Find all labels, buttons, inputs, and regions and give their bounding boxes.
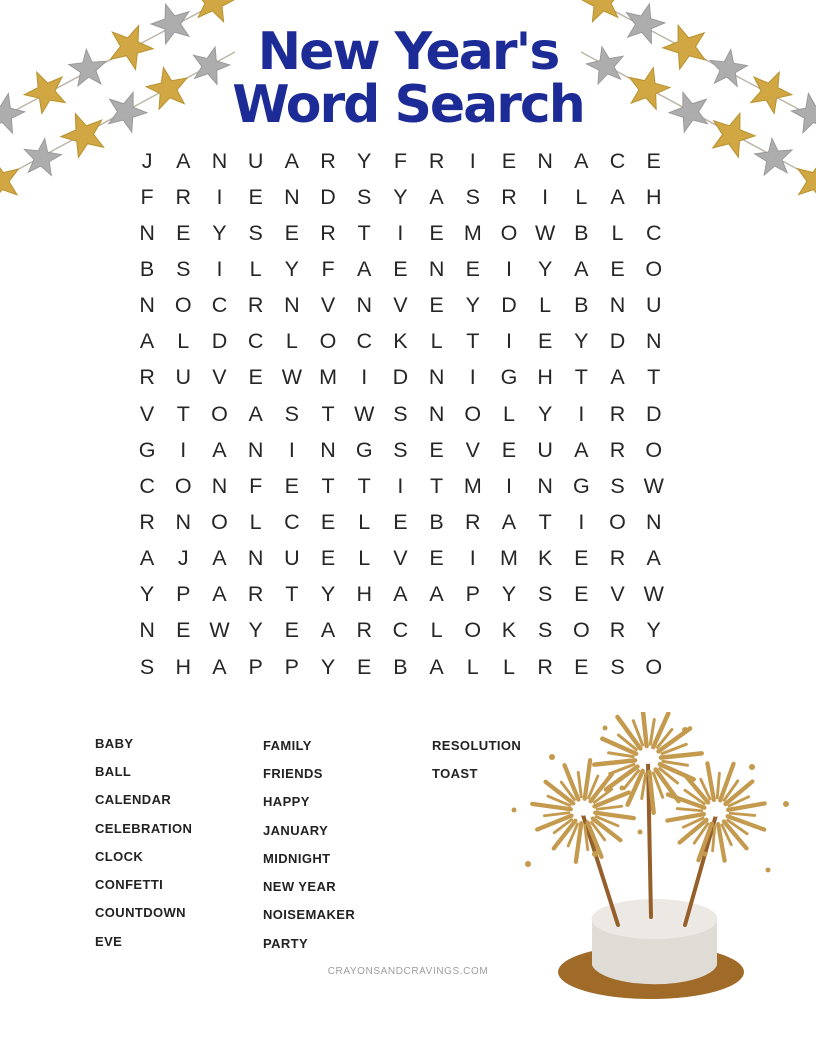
grid-letter: U xyxy=(175,365,192,390)
word-list-item: PARTY xyxy=(263,935,309,951)
grid-letter: I xyxy=(505,329,512,354)
grid-letter: A xyxy=(574,148,589,173)
grid-letter: Y xyxy=(501,582,517,607)
grid-letter: S xyxy=(537,582,553,607)
grid-letter: R xyxy=(139,365,155,390)
grid-letter: N xyxy=(247,437,264,462)
grid-letter: H xyxy=(537,365,553,390)
grid-letter: E xyxy=(501,437,517,462)
page-title xyxy=(0,22,816,135)
grid-letter: E xyxy=(320,546,336,571)
grid-letter: K xyxy=(537,546,553,571)
grid-letter: A xyxy=(574,256,589,281)
grid-letter: F xyxy=(249,473,263,498)
grid-letter: N xyxy=(247,546,264,571)
grid-letter: N xyxy=(139,293,155,318)
grid-letter: Y xyxy=(357,148,372,173)
grid-letter: N xyxy=(284,184,300,209)
grid-letter: E xyxy=(501,148,517,173)
grid-letter: L xyxy=(430,329,443,354)
grid-letter: I xyxy=(180,437,187,462)
grid-letter: N xyxy=(139,220,155,245)
grid-letter: R xyxy=(428,148,445,173)
grid-letter: R xyxy=(175,184,192,209)
word-list-item: FAMILY xyxy=(263,737,312,753)
grid-letter: O xyxy=(645,256,663,281)
grid-letter: G xyxy=(572,473,590,498)
grid-letter: L xyxy=(575,184,588,209)
word-list-item: HAPPY xyxy=(263,794,310,810)
grid-letter: O xyxy=(609,509,626,534)
grid-letter: D xyxy=(320,184,336,209)
grid-letter: W xyxy=(209,618,230,643)
grid-letter: O xyxy=(464,401,482,426)
grid-letter: W xyxy=(643,473,664,498)
grid-letter: W xyxy=(354,401,375,426)
grid-letter: I xyxy=(505,473,512,498)
grid-letter: A xyxy=(212,437,227,462)
grid-letter: Y xyxy=(393,184,408,209)
grid-letter: I xyxy=(469,148,476,173)
grid-letter: O xyxy=(645,654,663,679)
grid-letter: E xyxy=(574,582,589,607)
word-list-item: BABY xyxy=(95,735,134,751)
grid-letter: A xyxy=(610,365,625,390)
grid-letter: V xyxy=(465,437,480,462)
grid-letter: V xyxy=(393,546,408,571)
word-list-item: NEW YEAR xyxy=(263,879,337,895)
grid-letter: S xyxy=(357,184,372,209)
grid-letter: B xyxy=(393,654,408,679)
grid-letter: I xyxy=(397,220,404,245)
star-icon xyxy=(753,136,794,176)
grid-letter: L xyxy=(285,329,298,354)
grid-letter: I xyxy=(216,256,223,281)
grid-letter: N xyxy=(356,293,372,318)
grid-letter: Y xyxy=(465,293,480,318)
grid-letter: S xyxy=(610,473,625,498)
grid-letter: T xyxy=(574,365,588,390)
grid-letter: O xyxy=(174,293,192,318)
grid-letter: C xyxy=(211,293,228,318)
grid-letter: L xyxy=(358,509,371,534)
grid-letter: Y xyxy=(320,582,336,607)
grid-letter: C xyxy=(609,148,626,173)
grid-letter: E xyxy=(537,329,553,354)
grid-letter: L xyxy=(430,618,443,643)
grid-letter: A xyxy=(393,582,408,607)
grid-letter: S xyxy=(393,401,408,426)
word-search-grid xyxy=(129,143,672,685)
grid-letter: A xyxy=(357,256,372,281)
grid-letter: C xyxy=(392,618,409,643)
grid-letter: S xyxy=(610,654,625,679)
grid-letter: R xyxy=(320,148,336,173)
grid-letter: A xyxy=(212,546,227,571)
grid-letter: S xyxy=(465,184,480,209)
grid-letter: A xyxy=(429,582,444,607)
grid-letter: C xyxy=(645,220,662,245)
grid-letter: I xyxy=(505,256,512,281)
grid-letter: Y xyxy=(212,220,227,245)
grid-letter: L xyxy=(502,401,515,426)
grid-letter: Y xyxy=(574,329,589,354)
title-line-1: New Year's xyxy=(257,22,559,82)
word-list-item: CLOCK xyxy=(95,848,144,864)
grid-letter: R xyxy=(609,401,626,426)
grid-letter: I xyxy=(288,437,295,462)
grid-letter: C xyxy=(139,473,155,498)
grid-letter: N xyxy=(428,365,445,390)
grid-letter: N xyxy=(211,148,228,173)
grid-letter: V xyxy=(393,293,408,318)
grid-letter: H xyxy=(356,582,372,607)
grid-letter: B xyxy=(574,220,589,245)
grid-letter: C xyxy=(284,509,300,534)
grid-letter: E xyxy=(176,618,191,643)
grid-letter: D xyxy=(211,329,228,354)
grid-letter: Y xyxy=(139,582,155,607)
grid-letter: I xyxy=(578,401,585,426)
word-list-item: RESOLUTION xyxy=(432,737,522,753)
grid-letter: P xyxy=(248,654,263,679)
grid-letter: D xyxy=(501,293,517,318)
grid-letter: A xyxy=(212,654,227,679)
grid-letter: L xyxy=(358,546,371,571)
grid-letter: U xyxy=(284,546,300,571)
grid-letter: S xyxy=(537,618,553,643)
grid-letter: M xyxy=(319,365,337,390)
grid-letter: F xyxy=(140,184,154,209)
grid-letter: B xyxy=(429,509,444,534)
grid-letter: V xyxy=(212,365,227,390)
grid-letter: Y xyxy=(537,256,553,281)
grid-letter: A xyxy=(284,148,300,173)
title-line-2: Word Search xyxy=(232,75,584,135)
grid-letter: A xyxy=(248,401,263,426)
grid-letter: P xyxy=(176,582,191,607)
grid-letter: E xyxy=(465,256,480,281)
grid-letter: R xyxy=(139,509,155,534)
word-list-item: FRIENDS xyxy=(263,765,323,781)
star-icon xyxy=(190,0,238,23)
grid-letter: N xyxy=(537,148,553,173)
word-list-column-3 xyxy=(432,731,521,788)
grid-letter: L xyxy=(466,654,479,679)
grid-letter: O xyxy=(319,329,337,354)
grid-letter: A xyxy=(429,654,444,679)
grid-letter: R xyxy=(501,184,517,209)
grid-letter: O xyxy=(500,220,518,245)
grid-letter: H xyxy=(645,184,662,209)
grid-letter: T xyxy=(466,329,480,354)
grid-letter: I xyxy=(216,184,223,209)
grid-letter: R xyxy=(247,582,264,607)
grid-letter: B xyxy=(574,293,589,318)
grid-letter: E xyxy=(429,437,444,462)
grid-letter: S xyxy=(139,654,155,679)
grid-letter: K xyxy=(393,329,408,354)
grid-letter: R xyxy=(320,220,336,245)
grid-letter: R xyxy=(609,618,626,643)
grid-letter: T xyxy=(321,473,335,498)
grid-letter: Y xyxy=(537,401,553,426)
grid-letter: N xyxy=(609,293,626,318)
grid-letter: G xyxy=(500,365,518,390)
grid-letter: J xyxy=(177,546,189,571)
grid-letter: N xyxy=(175,509,192,534)
word-list-item: CALENDAR xyxy=(95,792,172,808)
grid-letter: L xyxy=(539,293,552,318)
word-list-column-1 xyxy=(95,729,192,955)
grid-letter: V xyxy=(139,401,155,426)
star-icon xyxy=(578,0,626,23)
grid-letter: E xyxy=(176,220,191,245)
grid-letter: A xyxy=(610,184,625,209)
grid-letter: W xyxy=(281,365,302,390)
grid-letter: F xyxy=(321,256,335,281)
grid-letter: T xyxy=(357,220,371,245)
grid-letter: D xyxy=(609,329,626,354)
grid-letter: F xyxy=(393,148,407,173)
grid-letter: L xyxy=(611,220,624,245)
grid-letter: N xyxy=(428,256,445,281)
grid-letter: A xyxy=(212,582,227,607)
grid-letter: O xyxy=(174,473,192,498)
grid-letter: I xyxy=(542,184,549,209)
grid-letter: N xyxy=(537,473,553,498)
star-icon xyxy=(21,136,63,177)
grid-letter: A xyxy=(139,546,155,571)
grid-letter: I xyxy=(578,509,585,534)
grid-letter: E xyxy=(574,654,589,679)
grid-letter: W xyxy=(535,220,556,245)
grid-letter: R xyxy=(609,437,626,462)
grid-letter: D xyxy=(392,365,409,390)
grid-letter: Y xyxy=(646,618,661,643)
grid-letter: O xyxy=(211,401,228,426)
grid-letter: M xyxy=(463,220,482,245)
grid-letter: S xyxy=(284,401,300,426)
grid-letter: T xyxy=(176,401,190,426)
grid-letter: Y xyxy=(284,256,300,281)
word-list-item: NOISEMAKER xyxy=(263,907,356,923)
grid-letter: L xyxy=(249,256,262,281)
sparkler-bursts xyxy=(525,712,782,878)
grid-letter: T xyxy=(430,473,444,498)
grid-letter: N xyxy=(320,437,336,462)
grid-letter: V xyxy=(610,582,625,607)
word-list-item: COUNTDOWN xyxy=(95,905,186,921)
grid-letter: I xyxy=(361,365,368,390)
grid-letter: T xyxy=(647,365,661,390)
grid-letter: N xyxy=(284,293,300,318)
grid-letter: L xyxy=(249,509,262,534)
grid-letter: L xyxy=(502,654,515,679)
grid-letter: Y xyxy=(248,618,263,643)
grid-letter: K xyxy=(501,618,517,643)
grid-letter: E xyxy=(610,256,625,281)
grid-letter: U xyxy=(537,437,553,462)
grid-letter: U xyxy=(645,293,662,318)
grid-letter: A xyxy=(139,329,155,354)
grid-letter: S xyxy=(393,437,408,462)
grid-letter: D xyxy=(645,401,662,426)
grid-letter: R xyxy=(537,654,553,679)
grid-letter: E xyxy=(284,220,300,245)
grid-letter: N xyxy=(645,509,662,534)
star-icon xyxy=(0,154,25,200)
grid-letter: P xyxy=(284,654,300,679)
word-list-item: EVE xyxy=(95,933,123,949)
grid-letter: E xyxy=(248,184,263,209)
grid-letter: R xyxy=(356,618,372,643)
grid-letter: E xyxy=(429,220,444,245)
grid-letter: Y xyxy=(320,654,336,679)
grid-letter: N xyxy=(139,618,155,643)
grid-letter: E xyxy=(248,365,263,390)
grid-letter: A xyxy=(320,618,336,643)
grid-letter: E xyxy=(320,509,336,534)
grid-letter: E xyxy=(574,546,589,571)
grid-letter: H xyxy=(175,654,192,679)
grid-letter: B xyxy=(139,256,155,281)
grid-letter: A xyxy=(501,509,517,534)
grid-letter: S xyxy=(176,256,191,281)
grid-letter: C xyxy=(356,329,372,354)
grid-letter: C xyxy=(247,329,264,354)
grid-letter: O xyxy=(211,509,228,534)
grid-letter: U xyxy=(247,148,264,173)
word-list-item: TOAST xyxy=(432,765,478,781)
grid-letter: G xyxy=(138,437,156,462)
word-list-item: MIDNIGHT xyxy=(263,850,331,866)
grid-letter: N xyxy=(211,473,228,498)
grid-letter: O xyxy=(572,618,590,643)
grid-letter: N xyxy=(428,401,445,426)
grid-letter: G xyxy=(355,437,373,462)
footer-credit: CRAYONSANDCRAVINGS.COM xyxy=(327,966,489,977)
grid-letter: E xyxy=(357,654,372,679)
grid-letter: E xyxy=(429,546,444,571)
grid-letter: I xyxy=(397,473,404,498)
grid-letter: E xyxy=(393,509,408,534)
grid-letter: P xyxy=(465,582,480,607)
grid-letter: T xyxy=(321,401,335,426)
grid-letter: L xyxy=(177,329,190,354)
grid-letter: T xyxy=(538,509,552,534)
grid-letter: M xyxy=(463,473,482,498)
grid-letter: O xyxy=(464,618,482,643)
grid-letter: R xyxy=(247,293,264,318)
grid-letter: O xyxy=(645,437,663,462)
grid-letter: S xyxy=(248,220,263,245)
grid-letter: R xyxy=(465,509,481,534)
grid-letter: E xyxy=(284,473,300,498)
star-icon xyxy=(791,154,816,204)
grid-letter: E xyxy=(646,148,661,173)
word-list-item: CONFETTI xyxy=(95,877,164,893)
word-list-column-2 xyxy=(263,731,355,957)
grid-letter: V xyxy=(320,293,336,318)
grid-letter: J xyxy=(141,148,153,173)
word-list-item: JANUARY xyxy=(263,822,329,838)
word-list-item: BALL xyxy=(95,763,132,779)
grid-letter: N xyxy=(645,329,662,354)
word-list-item: CELEBRATION xyxy=(95,820,193,836)
grid-letter: A xyxy=(574,437,589,462)
grid-letter: E xyxy=(393,256,408,281)
grid-letter: I xyxy=(469,365,476,390)
grid-letter: M xyxy=(500,546,518,571)
grid-letter: T xyxy=(285,582,299,607)
grid-letter: E xyxy=(429,293,444,318)
grid-letter: T xyxy=(357,473,371,498)
grid-letter: E xyxy=(284,618,300,643)
grid-letter: W xyxy=(643,582,664,607)
grid-letter: A xyxy=(176,148,191,173)
grid-letter: I xyxy=(469,546,476,571)
grid-letter: A xyxy=(429,184,444,209)
grid-letter: A xyxy=(646,546,661,571)
grid-letter: R xyxy=(609,546,626,571)
